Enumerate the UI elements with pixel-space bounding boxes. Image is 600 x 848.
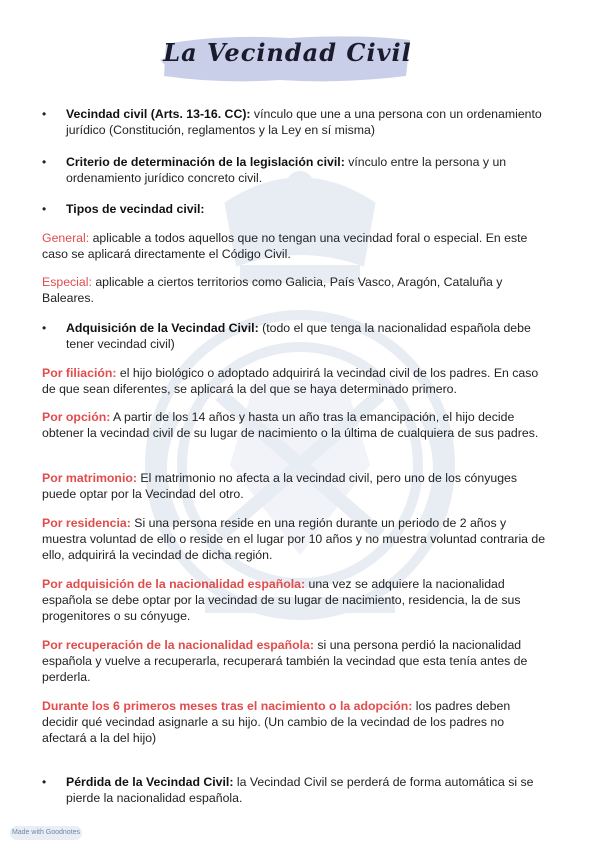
por-matrimonio — [42, 470, 547, 502]
bullet-dot: • — [42, 107, 47, 121]
red-heading: Especial: — [42, 275, 92, 289]
tipo-especial — [42, 274, 547, 306]
bullet-dot: • — [42, 202, 47, 216]
red-text: si una persona perdió la nacionalidad española y vuelve a recuperarla, recuperará también la vecindad que esta tenía antes de perderla. — [42, 638, 528, 684]
por-adquisicion-nacionalidad — [42, 576, 547, 624]
bullet-adquisicion — [42, 320, 552, 352]
red-heading: Durante los 6 primeros meses tras el nacimiento o la adopción: — [42, 699, 413, 713]
red-text: Si una persona reside en una región durante un periodo de 2 años y muestra voluntad de ello o reside en el lugar por 10 años y no muestra voluntad contraria de ello, adquirirá la vecindad de dicha región. — [42, 516, 546, 562]
bullet-dot: • — [42, 321, 47, 335]
por-recuperacion-nacionalidad — [42, 637, 547, 685]
por-filiacion — [42, 365, 547, 397]
bullet-criterio — [42, 154, 552, 186]
red-heading: Por filiación: — [42, 366, 117, 380]
term-text: vínculo que une a una persona con un ordenamiento jurídico (Constitución, reglamentos y la Ley en sí misma) — [66, 107, 542, 137]
red-text: una vez se adquiere la nacionalidad española se debe optar por la vecindad de su lugar de nacimiento, residencia, la de sus progenitores o su cónyuge. — [42, 577, 521, 623]
term-heading: Adquisición de la Vecindad Civil: — [66, 321, 259, 335]
goodnotes-badge: Made with Goodnotes — [10, 826, 82, 840]
red-heading: General: — [42, 231, 90, 245]
term-heading: Pérdida de la Vecindad Civil: — [66, 775, 234, 789]
bullet-dot: • — [42, 155, 47, 169]
red-text: aplicable a ciertos territorios como Galicia, País Vasco, Aragón, Cataluña y Baleares. — [42, 275, 503, 305]
term-heading: Tipos de vecindad civil: — [66, 202, 205, 216]
term-heading: Vecindad civil (Arts. 13-16. CC): — [66, 107, 251, 121]
term-text: vínculo entre la persona y un ordenamiento jurídico concreto civil. — [66, 155, 507, 185]
durante-seis-meses — [42, 698, 547, 746]
bullet-tipos — [42, 201, 552, 217]
tipo-general — [42, 230, 547, 262]
bullet-perdida — [42, 774, 552, 806]
red-heading: Por residencia: — [42, 516, 131, 530]
red-text: aplicable a todos aquellos que no tengan una vecindad foral o especial. En este caso se aplicará directamente el Código Civil. — [42, 231, 528, 261]
bullet-dot: • — [42, 775, 47, 789]
red-text: A partir de los 14 años y hasta un año tras la emancipación, el hijo decide obtener la vecindad civil de su lugar de nacimiento o la última de cualquiera de sus padres. — [42, 410, 539, 440]
title-banner — [160, 30, 415, 86]
por-residencia — [42, 515, 547, 563]
term-heading: Criterio de determinación de la legislación civil: — [66, 155, 345, 169]
red-text: el hijo biológico o adoptado adquirirá la vecindad civil de los padres. En caso de que sean diferentes, se aplicará la del que se haya determinado primero. — [42, 366, 539, 396]
term-text: la Vecindad Civil se perderá de forma automática si se pierde la nacionalidad española. — [66, 775, 534, 805]
page-title: La Vecindad Civil — [163, 38, 412, 67]
red-heading: Por opción: — [42, 410, 111, 424]
red-heading: Por adquisición de la nacionalidad española: — [42, 577, 306, 591]
red-heading: Por matrimonio: — [42, 471, 137, 485]
bullet-vecindad-civil — [42, 106, 552, 138]
red-text: los padres deben decidir qué vecindad asignarle a su hijo. (Un cambio de la vecindad de los padres no afectará a la del hijo) — [42, 699, 511, 745]
red-heading: Por recuperación de la nacionalidad española: — [42, 638, 314, 652]
term-text: (todo el que tenga la nacionalidad española debe tener vecindad civil) — [66, 321, 531, 351]
por-opcion — [42, 409, 547, 441]
red-text: El matrimonio no afecta a la vecindad civil, pero uno de los cónyuges puede optar por la Vecindad del otro. — [42, 471, 518, 501]
